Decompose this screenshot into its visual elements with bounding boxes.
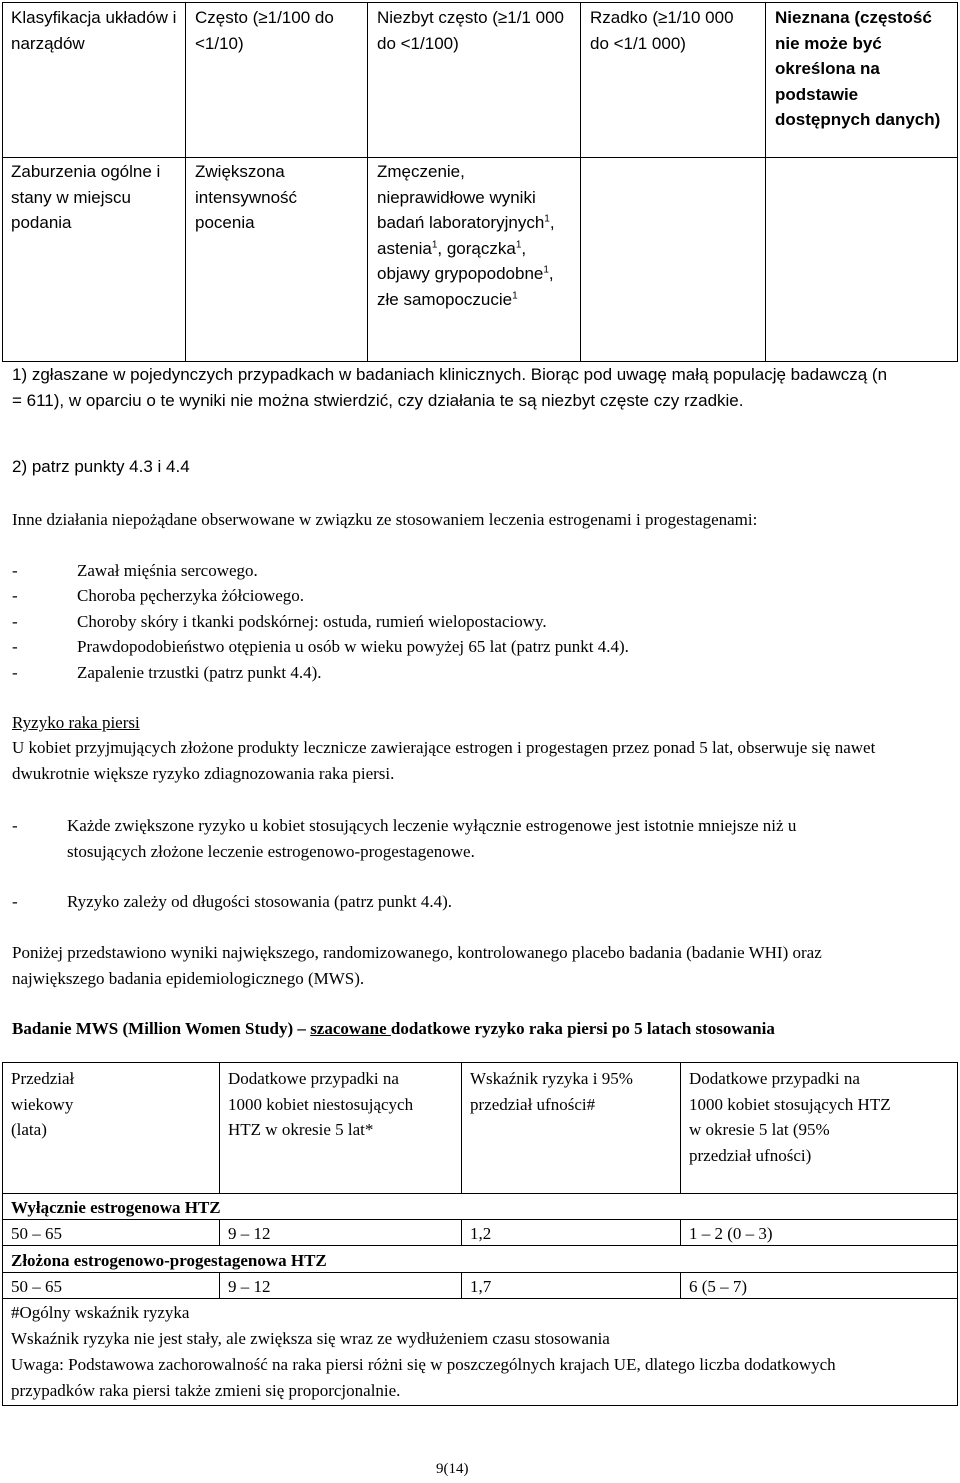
other-effect-item [12,609,547,635]
table-border [957,2,958,362]
table-cell: 1,7 [470,1277,492,1296]
table-border [219,1219,220,1245]
table-border [765,2,766,362]
breast-cancer-bullet-1 [12,813,892,864]
other-effect-item [12,558,258,584]
table-cell: 50 – 65 [11,1277,62,1296]
other-effect-item [12,660,322,686]
footnote-1: 1) zgłaszane w pojedynczych przypadkach w badaniach klinicznych. Biorąc pod uwagę małą populację badawczą (n = 611), w oparciu o te wyniki nie można stwierdzić, czy działania te są niezbyt częste czy rzadkie. [12,365,888,410]
table-border [2,157,958,158]
header-organ-class: Klasyfikacja układów i narządów [11,8,177,53]
list-dash: - [12,561,18,580]
list-item-text: Choroby skóry i tkanki podskórnej: ostuda, rumień wielopostaciowy. [77,612,547,631]
header-unknown: Nieznana (częstość nie może być określona na podstawie dostępnych danych) [775,8,941,129]
header-cases-users: Dodatkowe przypadki na 1000 kobiet stosujących HTZ w okresie 5 lat (95% przedział ufności) [689,1069,891,1165]
header-uncommon: Niezbyt często (≥1/1 000 do <1/100) [377,8,564,53]
other-effects-intro: Inne działania niepożądane obserwowane w związku ze stosowaniem leczenia estrogenami i progestagenami: [12,510,758,529]
footnote-ref: 1 [515,238,522,250]
uncommon-effects [377,159,567,312]
list-dash: - [12,637,18,656]
uncommon-text-1: Zmęczenie, nieprawidłowe wyniki badań laboratoryjnych [377,162,545,232]
header-common: Często (≥1/100 do <1/10) [195,8,334,53]
table-cell: 1 – 2 (0 – 3) [689,1224,773,1243]
heading-text: Ryzyko raka piersi [12,713,140,732]
table-border [680,1272,681,1298]
section-combined: Złożona estrogenowo-progestagenowa HTZ [11,1251,327,1270]
common-sweating: Zwiększona intensywność pocenia [195,162,298,232]
footnote-ref: 1 [544,213,550,225]
mws-risk-table [2,1062,958,1406]
title-part: dodatkowe ryzyko raka piersi po 5 latach stosowania [390,1019,775,1038]
footnote-ref: 1 [431,238,438,250]
list-dash: - [12,612,18,631]
title-part-underlined: szacowane [310,1019,391,1038]
table-border [2,1193,958,1194]
table-cell: 9 – 12 [228,1224,271,1243]
list-item-text: Zawał mięśnia sercowego. [77,561,258,580]
header-risk-ratio: Wskaźnik ryzyka i 95% przedział ufności# [470,1069,633,1114]
table-border [461,1062,462,1193]
table-footnote: Uwaga: Podstawowa zachorowalność na raka piersi różni się w poszczególnych krajach UE, dlatego liczba dodatkowych przypadków raka piersi także zmieni się proporcjonalnie. [11,1355,836,1400]
table-border [2,1405,958,1406]
table-border [680,1062,681,1193]
header-rare: Rzadko (≥1/10 000 do <1/1 000) [590,8,734,53]
table-border [461,1219,462,1245]
table-border [580,2,581,362]
footnote-ref: 1 [512,289,518,301]
footnote-ref: 1 [543,264,549,276]
other-effect-item [12,634,629,660]
table-cell: 1,2 [470,1224,492,1243]
list-item-text: Ryzyko zależy od długości stosowania (patrz punkt 4.4). [67,892,453,911]
organ-class-general: Zaburzenia ogólne i stany w miejscu podania [11,162,161,232]
breast-cancer-para-1: U kobiet przyjmujących złożone produkty lecznicze zawierające estrogen i progestagen przez ponad 5 lat, obserwuje się nawet dwukrotnie większe ryzyko zdiagnozowania raka piersi. [12,738,876,783]
table-border [680,1219,681,1245]
list-dash: - [12,586,18,605]
list-item-text: Prawdopodobieństwo otępienia u osób w wieku powyżej 65 lat (patrz punkt 4.4). [77,637,629,656]
list-dash: - [12,663,18,682]
breast-cancer-bullet-2 [12,889,452,915]
header-age-range: Przedział wiekowy (lata) [11,1069,75,1139]
list-dash: - [12,816,18,835]
uncommon-text-2: , astenia [377,213,555,258]
other-effect-item [12,583,304,609]
uncommon-text-3: , gorączka [437,238,516,258]
table-border [219,1062,220,1193]
table-cell: 9 – 12 [228,1277,271,1296]
uncommon-text-4: , objawy grypopodobne [377,238,544,283]
table-cell: 6 (5 – 7) [689,1277,748,1296]
list-item-text: Każde zwiększone ryzyko u kobiet stosujących leczenie wyłącznie estrogenowe jest istotnie mniejsze niż u stosujących złożone leczenie estrogenowo-progestagenowe. [67,816,797,861]
uncommon-text-5: , złe samopoczucie [377,264,554,309]
list-item-text: Choroba pęcherzyka żółciowego. [77,586,305,605]
table-footnote: Wskaźnik ryzyka nie jest stały, ale zwiększa się wraz ze wydłużeniem czasu stosowania [11,1329,610,1348]
table-border [2,2,3,362]
header-cases-non-users: Dodatkowe przypadki na 1000 kobiet niestosujących HTZ w okresie 5 lat* [228,1069,414,1139]
table-border [2,2,958,3]
list-item-text: Zapalenie trzustki (patrz punkt 4.4). [77,663,322,682]
table-border [957,1062,958,1406]
table-border [2,1062,958,1063]
mws-study-title [12,1016,892,1042]
table-border [367,2,368,362]
adverse-effects-table [2,2,958,362]
table-cell: 50 – 65 [11,1224,62,1243]
table-border [461,1272,462,1298]
table-border [219,1272,220,1298]
table-footnote: #Ogólny wskaźnik ryzyka [11,1303,190,1322]
table-border [2,1062,3,1406]
breast-cancer-heading [12,710,140,736]
table-border [185,2,186,362]
page-number: 9(14) [436,1461,469,1477]
breast-cancer-para-2: Poniżej przedstawiono wyniki największego, randomizowanego, kontrolowanego placebo badania (badanie WHI) oraz największego badania epidemiologicznego (MWS). [12,943,822,988]
list-dash: - [12,892,18,911]
section-estrogen-only: Wyłącznie estrogenowa HTZ [11,1198,221,1217]
title-part: Badanie MWS (Million Women Study) – [12,1019,311,1038]
footnote-2: 2) patrz punkty 4.3 i 4.4 [12,457,190,476]
